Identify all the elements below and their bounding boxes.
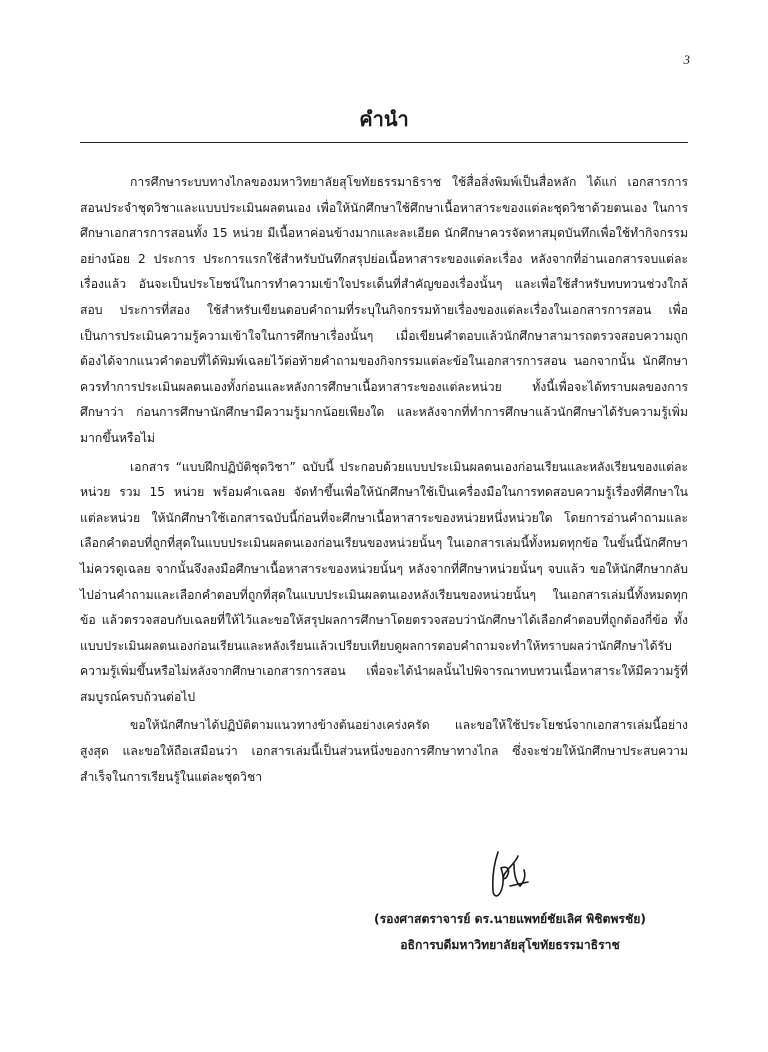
handwritten-signature xyxy=(484,846,532,902)
signature-block xyxy=(330,906,690,958)
title-divider xyxy=(80,142,688,143)
page-title: คำนำ xyxy=(359,107,409,131)
preface-body xyxy=(80,170,688,790)
paragraph-2: เอกสาร “แบบฝึกปฏิบัติชุดวิชา” ฉบับนี้ ประกอบด้วยแบบประเมินผลตนเองก่อนเรียนและหลังเรียนของแต่ละหน่วย รวม 15 หน่วย พร้อมคำเฉลย จัดทำขึ้นเพื่อให้นักศึกษาใช้เป็นเครื่องมือในการทดสอบความรู้เรื่องที่ศึกษาในแต่ละหน่วย ให้นักศึกษาใช้เอกสารฉบับนี้ก่อนที่จะศึกษาเนื้อหาสาระของหน่วยหนึ่งหน่วยใด โดยการอ่านคำถามและเลือกคำตอบที่ถูกที่สุดในแบบประเมินผลตนเองก่อนเรียนของหน่วยนั้นๆ ในเอกสารเล่มนี้ทั้งหมดทุกข้อ ในขั้นนี้นักศึกษาไม่ควรดูเฉลย จากนั้นจึงลงมือศึกษาเนื้อหาสาระของหน่วยนั้นๆ หลังจากที่ศึกษาหน่วยนั้นๆ จบแล้ว ขอให้นักศึกษากลับไปอ่านคำถามและเลือกคำตอบที่ถูกที่สุดในแบบประเมินผลตนเองหลังเรียนของหน่วยนั้นๆ ในเอกสารเล่มนี้ทั้งหมดทุกข้อ แล้วตรวจสอบกับเฉลยที่ให้ไว้และขอให้สรุปผลการศึกษาโดยตรวจสอบว่านักศึกษาได้เลือกคำตอบที่ถูกต้องกี่ข้อ ทั้งแบบประเมินผลตนเองก่อนเรียนและหลังเรียนแล้วเปรียบเทียบดูผลการตอบคำถามจะทำให้ทราบผลว่านักศึกษาได้รับความรู้เพิ่มขึ้นหรือไม่หลังจากศึกษาเอกสารการสอน เพื่อจะได้นำผลนั้นไปพิจารณาทบทวนเนื้อหาสาระให้มีความรู้ที่สมบูรณ์ครบถ้วนต่อไป xyxy=(80,459,688,704)
paragraph-3: ขอให้นักศึกษาได้ปฏิบัติตามแนวทางข้างต้นอย่างเคร่งครัด และขอให้ใช้ประโยชน์จากเอกสารเล่มนี้อย่างสูงสุด และขอให้ถือเสมือนว่า เอกสารเล่มนี้เป็นส่วนหนึ่งของการศึกษาทางไกล ซึ่งจะช่วยให้นักศึกษาประสบความสำเร็จในการเรียนรู้ในแต่ละชุดวิชา xyxy=(80,718,688,784)
page-number: 3 xyxy=(683,52,690,67)
signatory-position: อธิการบดีมหาวิทยาลัยสุโขทัยธรรมาธิราช xyxy=(400,938,620,952)
paragraph-1: การศึกษาระบบทางไกลของมหาวิทยาลัยสุโขทัยธรรมาธิราช ใช้สื่อสิ่งพิมพ์เป็นสื่อหลัก ได้แก่ เอกสารการสอนประจำชุดวิชาและแบบประเมินผลตนเอง เพื่อให้นักศึกษาใช้ศึกษาเนื้อหาสาระของแต่ละชุดวิชาด้วยตนเอง ในการศึกษาเอกสารการสอนทั้ง 15 หน่วย มีเนื้อหาค่อนข้างมากและละเอียด นักศึกษาควรจัดหาสมุดบันทึกเพื่อใช้ทำกิจกรรมอย่างน้อย 2 ประการ ประการแรกใช้สำหรับบันทึกสรุปย่อเนื้อหาสาระของแต่ละเรื่อง หลังจากที่อ่านเอกสารจบแต่ละเรื่องแล้ว อันจะเป็นประโยชน์ในการทำความเข้าใจประเด็นที่สำคัญของเรื่องนั้นๆ และเพื่อใช้สำหรับทบทวนช่วงใกล้สอบ ประการที่สอง ใช้สำหรับเขียนตอบคำถามที่ระบุในกิจกรรมท้ายเรื่องของแต่ละเรื่องในเอกสารการสอน เพื่อเป็นการประเมินความรู้ความเข้าใจในการศึกษาเรื่องนั้นๆ เมื่อเขียนคำตอบแล้วนักศึกษาสามารถตรวจสอบความถูกต้องได้จากแนวคำตอบที่ได้พิมพ์เฉลยไว้ต่อท้ายคำถามของกิจกรรมแต่ละข้อในเอกสารการสอน นอกจากนั้น นักศึกษาควรทำการประเมินผลตนเองทั้งก่อนและหลังการศึกษาเนื้อหาสาระของแต่ละหน่วย ทั้งนี้เพื่อจะได้ทราบผลของการศึกษาว่า ก่อนการศึกษานักศึกษามีความรู้มากน้อยเพียงใด และหลังจากที่ทำการศึกษาแล้วนักศึกษาได้รับความรู้เพิ่มมากขึ้นหรือไม่ xyxy=(80,175,688,445)
signatory-name: (รองศาสตราจารย์ ดร.นายแพทย์ชัยเลิศ พิชิตพรชัย) xyxy=(374,912,646,926)
